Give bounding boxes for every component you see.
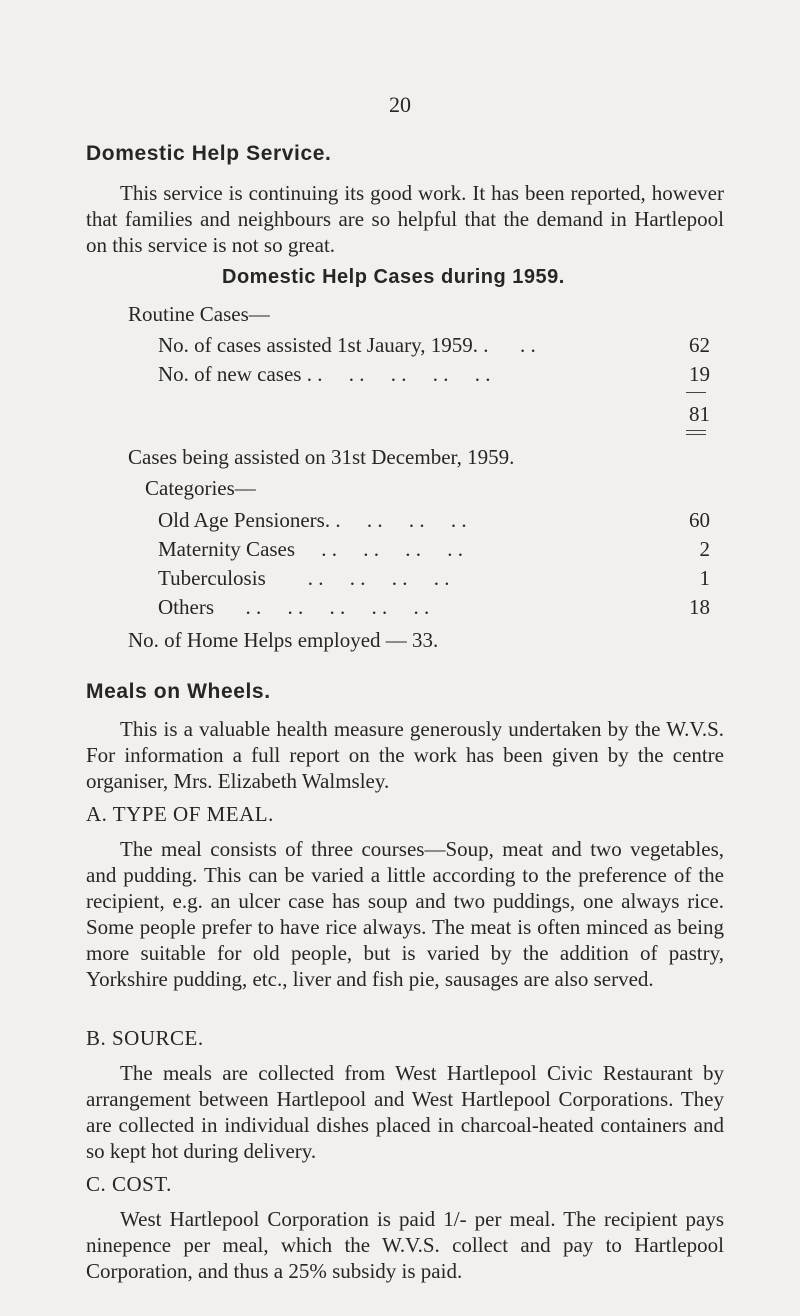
home-helps-employed: No. of Home Helps employed — 33. <box>128 628 439 652</box>
routine-row-label: No. of new cases . . . . . . . . . . <box>158 362 491 386</box>
meals-on-wheels-heading: Meals on Wheels. <box>86 680 271 703</box>
double-rule-bottom <box>686 434 706 435</box>
subtotal-rule <box>686 392 706 393</box>
category-row-label: Tuberculosis . . . . . . . . <box>158 566 450 590</box>
source-heading: B. SOURCE. <box>86 1026 204 1050</box>
routine-cases-label: Routine Cases— <box>128 302 270 326</box>
domestic-help-heading: Domestic Help Service. <box>86 142 332 165</box>
category-row-value: 2 <box>699 537 710 561</box>
domestic-help-intro: This service is continuing its good work. It has been reported, however that families and neighbours are so helpful that the demand in Hartlepool on this service is not so great. <box>86 181 724 257</box>
cost-text: West Hartlepool Corporation is paid 1/- per meal. The recipient pays ninepence per meal, which the W.V.S. collect and pay to Hartlepool Corporation, and thus a 25% subsidy is paid. <box>86 1207 724 1283</box>
category-row-value: 1 <box>699 566 710 590</box>
category-row-value: 60 <box>689 508 710 532</box>
routine-total: 81 <box>689 402 710 426</box>
source-text: The meals are collected from West Hartlepool Civic Restaurant by arrangement between Hartlepool and West Hartlepool Corporations. They are collected in individual dishes placed in charcoal-heated containers and so kept hot during delivery. <box>86 1061 724 1163</box>
cost-heading: C. COST. <box>86 1172 172 1196</box>
category-row-label: Others . . . . . . . . . . <box>158 595 430 619</box>
routine-row-label: No. of cases assisted 1st Jauary, 1959. . . . <box>158 333 536 357</box>
type-of-meal-text: The meal consists of three courses—Soup, meat and two vegetables, and pudding. This can be varied a little according to the preference of the recipient, e.g. an ulcer case has soup and two puddings, one always rice. Some people prefer to have rice always. The meat is often minced as being more suitable for old people, but is varied by the addition of pastry, Yorkshire pudding, etc., liver and fish pie, sausages are also served. <box>86 837 724 991</box>
type-of-meal-heading: A. TYPE OF MEAL. <box>86 802 274 826</box>
page-number: 20 <box>389 92 411 117</box>
routine-row-value: 62 <box>689 333 710 357</box>
year-end-label: Cases being assisted on 31st December, 1959. <box>128 445 515 469</box>
meals-intro: This is a valuable health measure generously undertaken by the W.V.S. For information a full report on the work has been given by the centre organiser, Mrs. Elizabeth Walmsley. <box>86 717 724 793</box>
double-rule-top <box>686 430 706 431</box>
cases-heading: Domestic Help Cases during 1959. <box>222 266 565 288</box>
routine-row-value: 19 <box>689 362 710 386</box>
category-row-value: 18 <box>689 595 710 619</box>
category-row-label: Old Age Pensioners. . . . . . . . <box>158 508 467 532</box>
categories-label: Categories— <box>145 476 256 500</box>
category-row-label: Maternity Cases . . . . . . . . <box>158 537 464 561</box>
